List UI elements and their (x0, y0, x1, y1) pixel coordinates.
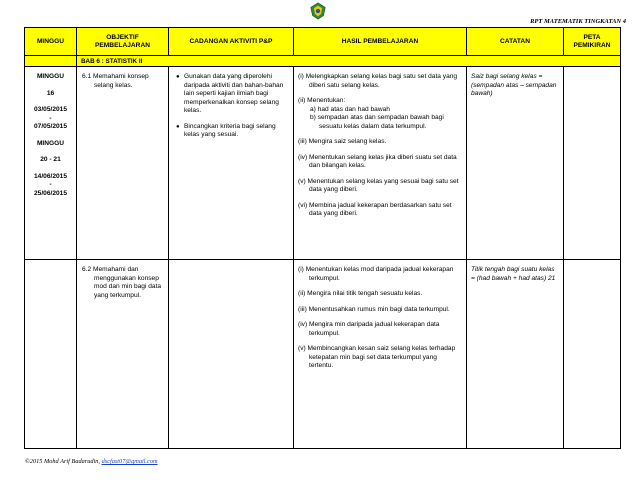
minggu-line: 14/06/2015 (33, 172, 67, 180)
list-item (176, 73, 289, 116)
col-header-catatan: CATATAN (467, 28, 564, 56)
hasil-item: (v) Membincangkan kesan saiz selang kelas terhadap ketepatan min bagi set data terkumpul yang tertentu. (298, 345, 456, 369)
peta-cell (564, 67, 621, 260)
col-header-peta-line2: PEMIKIRAN (573, 41, 611, 49)
minggu-line: 03/05/2015 (33, 106, 67, 113)
school-crest-icon (309, 2, 327, 20)
col-header-peta-line1: PETA (583, 33, 601, 41)
col-header-minggu: MINGGU (25, 28, 77, 56)
catatan-cell (467, 67, 564, 260)
chapter-row (25, 56, 621, 67)
bullet-icon: ● (176, 123, 180, 130)
minggu-cell (25, 67, 77, 260)
hasil-item: (ii) Mengira nilai titik tengah sesuatu kelas. (298, 290, 423, 297)
chapter-title: BAB 6 : STATISTIK II (77, 56, 621, 67)
catatan-cell (467, 260, 564, 449)
minggu-line: 16 (46, 89, 55, 97)
bullet-icon: ● (176, 74, 180, 80)
footer-credit (25, 458, 158, 465)
minggu-line: 25/06/2015 (33, 189, 67, 197)
cadangan-text: Bincangkan kriteria bagi selang kelas yang sesuai. (184, 122, 276, 138)
list-item (176, 122, 289, 140)
cadangan-cell (169, 260, 294, 449)
hasil-cell (294, 260, 467, 449)
col-header-cadangan: CADANGAN AKTIVITI P&P (169, 28, 294, 56)
catatan-text: Saiz bagi selang kelas = (sempadan atas – sempadan bawah) (471, 73, 557, 97)
objektif-cell (77, 260, 169, 449)
hasil-item: (iii) Mengira saiz selang kelas. (298, 138, 387, 145)
chapter-empty-cell (25, 56, 77, 67)
hasil-item: (v) Menentukan selang kelas yang sesuai bagi satu set data yang diberi. (298, 177, 459, 193)
hasil-item: (i) Menentukan kelas mod daripada jadual kekerapan terkumpul. (298, 266, 454, 282)
cadangan-list (173, 73, 289, 140)
hasil-subitem: b) sempadan atas dan sempadan bawah bagi sesuatu kelas dalam data terkumpul. (310, 114, 444, 130)
catatan-text: Titik tengah bagi suatu kelas = (had bawah + had atas) 21 (471, 266, 556, 282)
table-row (25, 260, 621, 449)
cadangan-cell (169, 67, 294, 260)
hasil-item: (iii) Menentusahkan rumus min bagi data terkumpul. (298, 305, 450, 313)
col-header-objektif-line2: PEMBELAJARAN (95, 41, 150, 49)
table-row (25, 67, 621, 260)
col-header-peta (564, 28, 621, 56)
footer-credit-text: ©2015 Mohd Arif Badarudin, (25, 458, 102, 465)
col-header-objektif-line1: OBJEKTIF (106, 33, 139, 41)
objektif-cell (77, 67, 169, 260)
hasil-subitem: a) had atas dan had bawah (310, 105, 390, 113)
objektif-text: 6.1 Memahami konsep selang kelas. (82, 73, 149, 89)
minggu-cell (25, 260, 77, 449)
minggu-line: 20 - 21 (40, 156, 61, 163)
minggu-line: - (49, 114, 52, 122)
minggu-line: MINGGU (36, 73, 65, 80)
col-header-objektif (77, 28, 169, 56)
objektif-text: 6.2 Memahami dan menggunakan konsep mod dan min bagi data yang terkumpul. (82, 266, 162, 299)
hasil-item: (iv) Mengira min daripada jadual kekerapan data terkumpul. (298, 321, 440, 337)
footer-email-link[interactable]: dscfast07@gmail.com (101, 458, 158, 465)
document-header-title: RPT MATEMATIK TINGKATAN 4 (530, 18, 626, 25)
hasil-cell (294, 67, 467, 260)
hasil-item: (ii) Menentukan: (298, 97, 346, 104)
hasil-item: (vi) Membina jadual kekerapan berdasarkan satu set data yang diberi. (298, 201, 452, 217)
rpt-table (24, 27, 621, 449)
hasil-item: (i) Melengkapkan selang kelas bagi satu set data yang diberi satu selang kelas. (298, 73, 458, 89)
table-header-row (25, 28, 621, 56)
peta-cell (564, 260, 621, 449)
minggu-line: - (49, 181, 52, 188)
minggu-line: MINGGU (36, 139, 65, 147)
col-header-hasil: HASIL PEMBELAJARAN (294, 28, 467, 56)
cadangan-text: Gunakan data yang diperolehi daripada aktiviti dan bahan-bahan lain seperti kajian ilmiah bagi memperkenalkan konsep selang kelas. (184, 73, 284, 114)
hasil-item: (iv) Menentukan selang kelas jika diberi suatu set data dan bilangan kelas. (298, 153, 457, 169)
minggu-line: 07/05/2015 (33, 123, 67, 130)
